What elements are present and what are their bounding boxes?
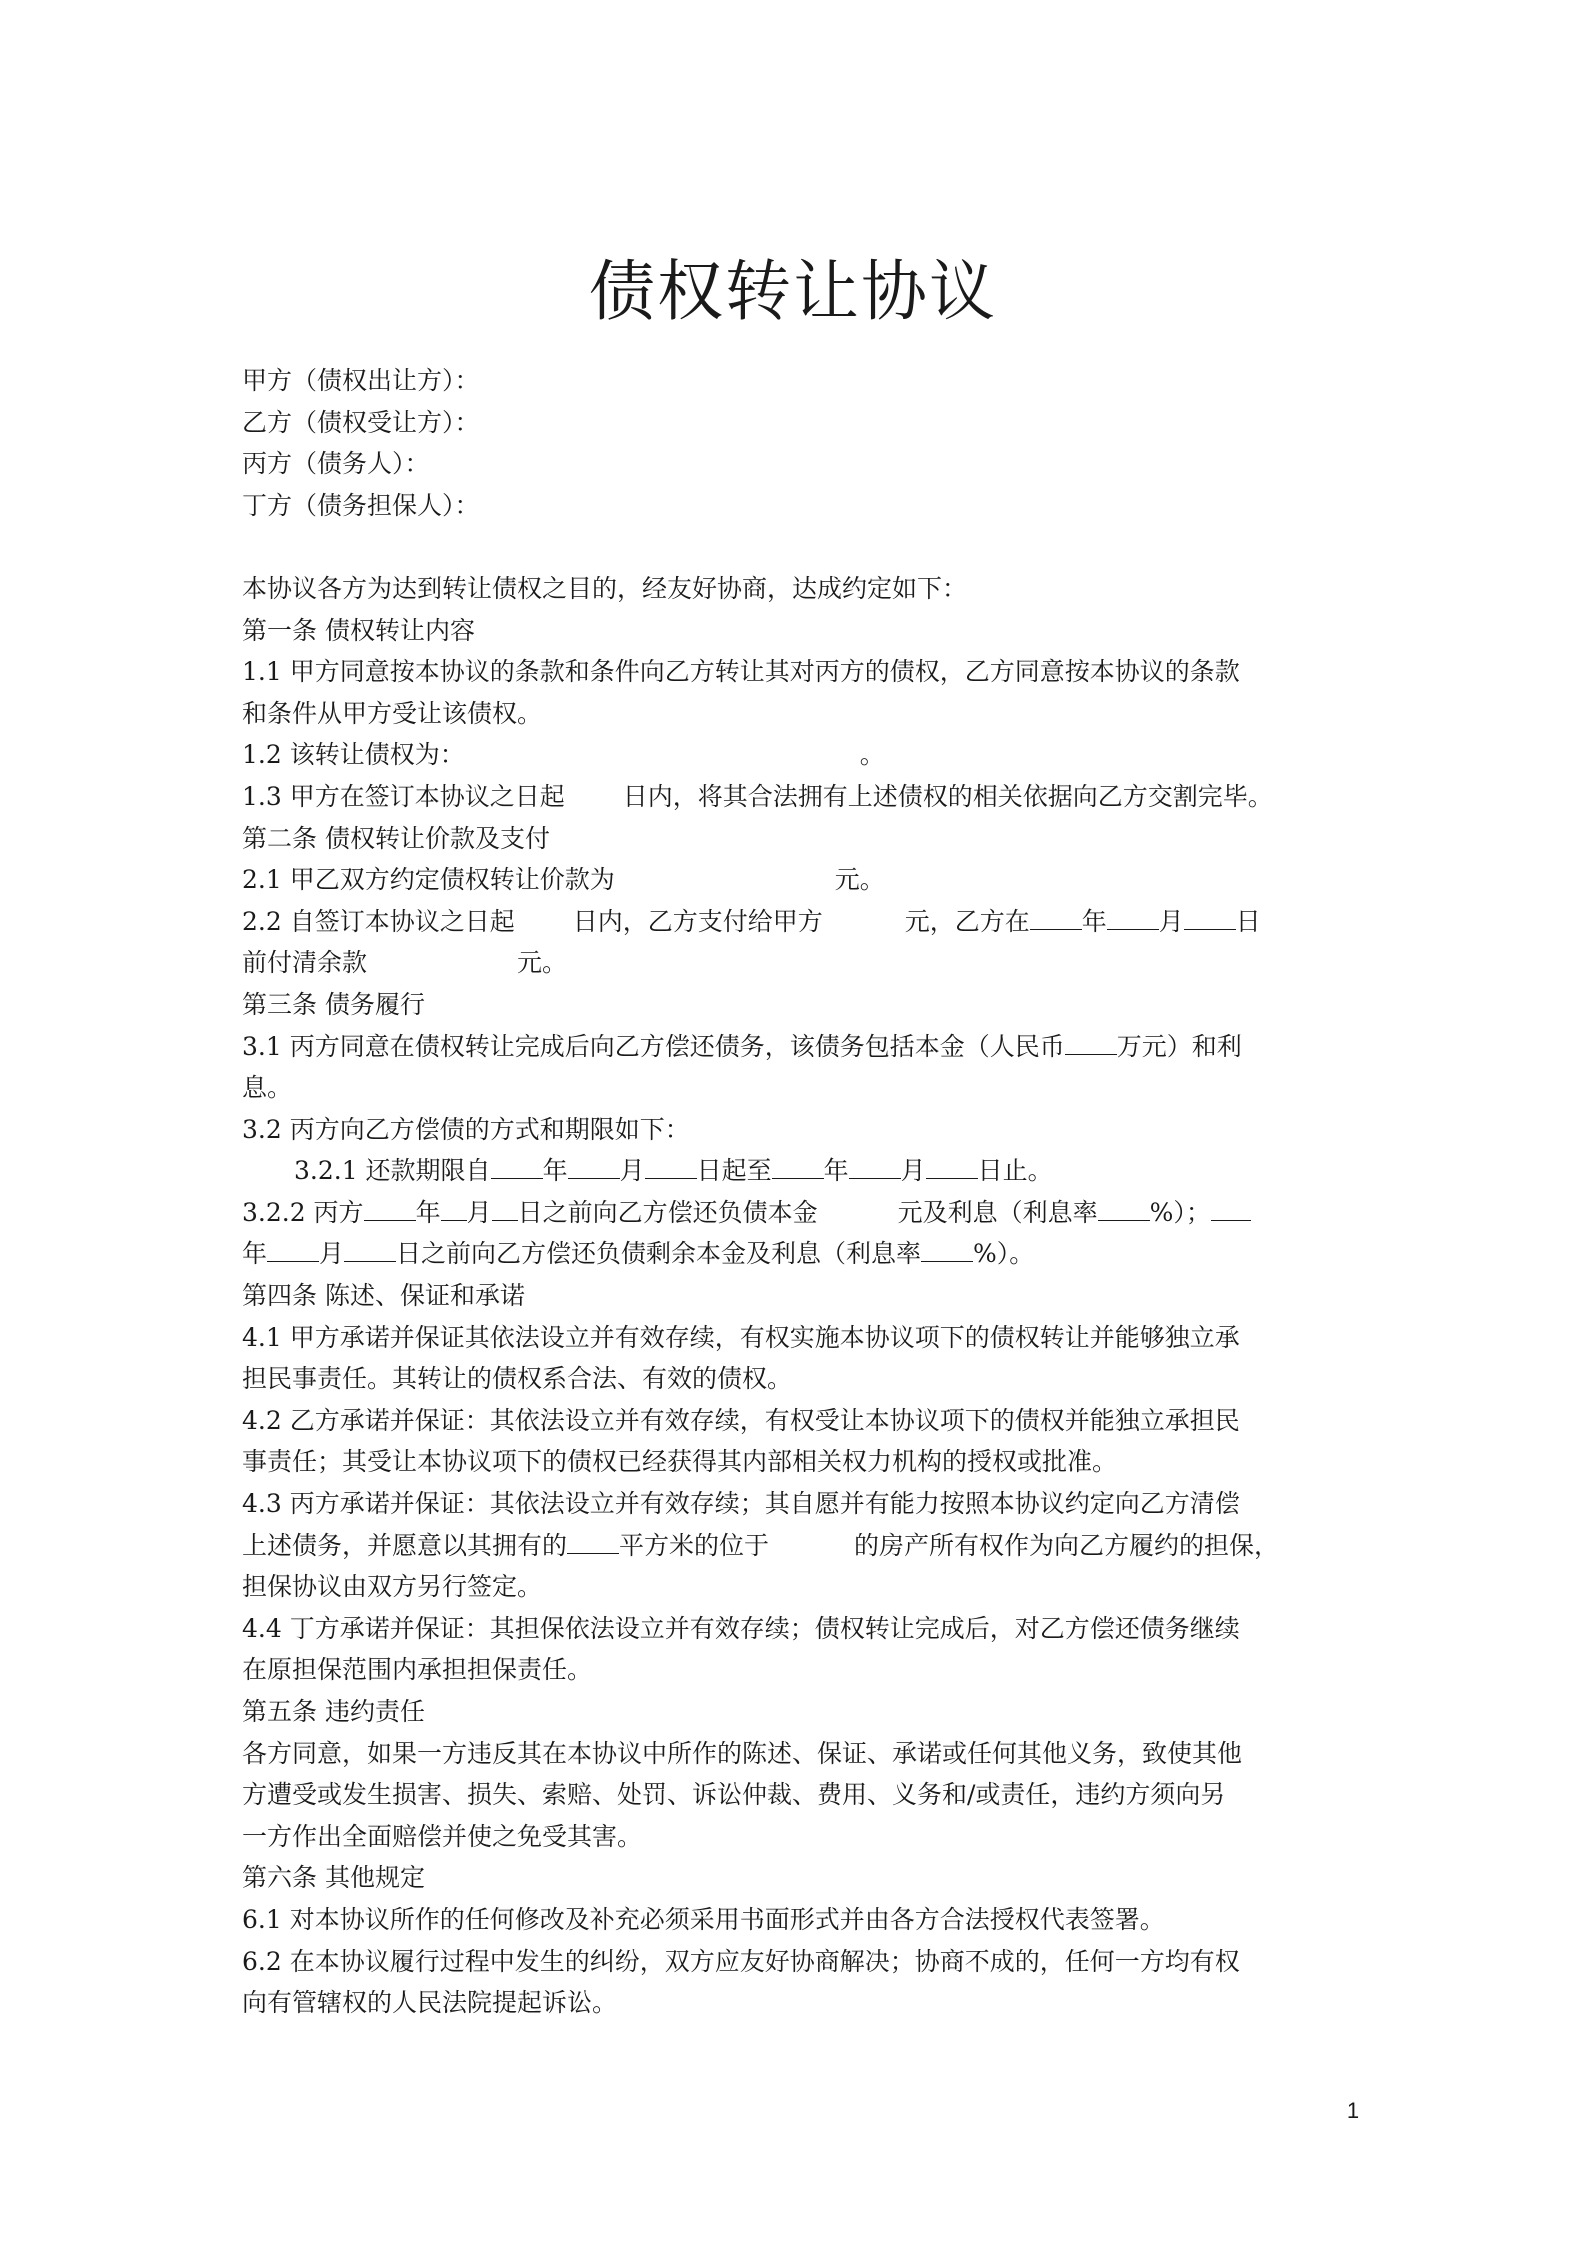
underline-blank [267,1239,319,1262]
clause-3-2-1 [242,1150,1382,1192]
underline-blank [772,1156,824,1179]
clause-6-1: 6.1 对本协议所作的任何修改及补充必须采用书面形式并由各方合法授权代表签署。 [242,1904,1165,1934]
clause-2-1-text-a: 2.1 甲乙双方约定债权转让价款为 [242,865,615,895]
clause-1-1-line-2: 和条件从甲方受让该债权。 [242,698,543,728]
party-d-line: 丁方（债务担保人）： [242,490,480,520]
clause-2-2-text-g: 前付清余款 [242,948,368,978]
clause-4-1-line-2: 担民事责任。其转让的债权系合法、有效的债权。 [242,1364,793,1394]
underline-blank [921,1239,973,1262]
underline-blank [344,1239,396,1262]
clause-1-3-text-a: 1.3 甲方在签订本协议之日起 [242,781,565,811]
page-number: 1 [1346,2098,1360,2123]
clause-3-2-2-line-2 [242,1233,1382,1275]
underline-blank [1184,907,1236,930]
article-5-heading: 第五条 违约责任 [242,1697,425,1726]
party-a-line: 甲方（债权出让方）： [242,366,480,395]
underline-blank [568,1156,620,1179]
article-3-heading: 第三条 债务履行 [242,989,425,1019]
day-label: 日 [1235,906,1261,936]
clause-1-1-line-1: 1.1 甲方同意按本协议的条款和条件向乙方转让其对丙方的债权，乙方同意按本协议的条款 [242,657,1240,687]
year-label: 年 [823,1156,849,1186]
clause-4-3-text-c: 的房产所有权作为向乙方履约的担保， [854,1530,1280,1560]
underline-blank [1065,1032,1117,1055]
clause-6-2-line-2: 向有管辖权的人民法院提起诉讼。 [242,1988,618,2018]
clause-1-2-end: 。 [859,740,885,770]
underline-blank [567,1531,619,1554]
clause-3-2-2-line-1 [242,1192,1382,1234]
month-label: 月 [1158,906,1184,936]
clause-2-2-line-1 [242,901,1382,943]
year-label: 年 [242,1239,268,1269]
clause-2-2-text-b: 日内，乙方支付给甲方 [572,906,823,936]
clause-3-1-text-b: 万元）和利 [1116,1031,1242,1061]
underline-blank [441,1198,467,1221]
underline-blank [1211,1198,1251,1221]
spacer [242,526,1382,568]
article-4-heading: 第四条 陈述、保证和承诺 [242,1281,525,1311]
party-c-line: 丙方（债务人）： [242,449,430,479]
month-label: 月 [619,1156,645,1186]
clause-4-3-line-1: 4.3 丙方承诺并保证：其依法设立并有效存续；其自愿并有能力按照本协议约定向乙方清偿 [242,1489,1240,1519]
underline-blank [491,1156,543,1179]
year-label: 年 [1081,906,1107,936]
underline-blank [1030,907,1082,930]
underline-blank [645,1156,697,1179]
clause-1-2-text: 1.2 该转让债权为： [242,740,465,770]
underline-blank [849,1156,901,1179]
percent-label: %）。 [973,1239,1035,1269]
from-label: 日起至 [696,1156,772,1186]
clause-3-1-line-2: 息。 [242,1073,293,1103]
clause-1-2 [242,734,1382,776]
underline-blank [1098,1198,1150,1221]
clause-1-3 [242,776,1382,818]
month-label: 月 [466,1197,492,1227]
interest-text: 元及利息（利息率 [897,1197,1098,1227]
clause-1-3-text-b: 日内，将其合法拥有上述债权的相关依据向乙方交割完毕。 [622,781,1273,811]
article-2-heading: 第二条 债权转让价款及支付 [242,823,550,853]
clause-4-1-line-1: 4.1 甲方承诺并保证其依法设立并有效存续，有权实施本协议项下的债权转让并能够独立承 [242,1322,1240,1352]
until-label: 日止。 [977,1156,1053,1186]
clause-2-2-text-a: 2.2 自签订本协议之日起 [242,906,515,936]
clause-3-2: 3.2 丙方向乙方偿债的方式和期限如下： [242,1114,690,1144]
article-1-heading: 第一条 债权转让内容 [242,615,475,645]
year-label: 年 [415,1197,441,1227]
clause-4-3-line-2 [242,1525,1382,1567]
year-label: 年 [542,1156,568,1186]
clause-2-2-text-h: 元。 [517,948,568,978]
clause-4-2-line-2: 事责任；其受让本协议项下的债权已经获得其内部相关权力机构的授权或批准。 [242,1447,1118,1477]
party-b-line: 乙方（债权受让方）： [242,407,480,437]
remaining-text: 日之前向乙方偿还负债剩余本金及利息（利息率 [396,1239,922,1269]
clause-4-2-line-1: 4.2 乙方承诺并保证：其依法设立并有效存续，有权受让本协议项下的债权并能独立承担民 [242,1405,1240,1435]
article-5-line-2: 方遭受或发生损害、损失、索赔、处罚、诉讼仲裁、费用、义务和/或责任，违约方须向另 [242,1780,1226,1810]
clause-4-4-line-2: 在原担保范围内承担担保责任。 [242,1655,593,1685]
clause-4-3-text-a: 上述债务，并愿意以其拥有的 [242,1530,568,1560]
clause-2-2-text-c: 元，乙方在 [904,906,1030,936]
document-body [242,360,1382,2024]
underline-blank [926,1156,978,1179]
month-label: 月 [319,1239,345,1269]
article-5-line-3: 一方作出全面赔偿并使之免受其害。 [242,1821,643,1851]
clause-2-1-text-b: 元。 [834,865,885,895]
clause-3-2-1-text: 3.2.1 还款期限自 [294,1156,491,1186]
month-label: 月 [900,1156,926,1186]
clause-3-2-2-text: 3.2.2 丙方 [242,1197,364,1227]
clause-3-1-text-a: 3.1 丙方同意在债权转让完成后向乙方偿还债务，该债务包括本金（人民币 [242,1031,1065,1061]
clause-4-4-line-1: 4.4 丁方承诺并保证：其担保依法设立并有效存续；债权转让完成后，对乙方偿还债务继续 [242,1613,1240,1643]
clause-4-3-text-b: 平方米的位于 [619,1530,770,1560]
document-title: 债权转让协议 [589,253,997,331]
underline-blank [1107,907,1159,930]
article-6-heading: 第六条 其他规定 [242,1863,425,1893]
underline-blank [364,1198,416,1221]
clause-4-3-line-3: 担保协议由双方另行签定。 [242,1572,543,1602]
clause-2-2-line-2 [242,942,1382,984]
percent-label: %）； [1149,1197,1211,1227]
intro-text: 本协议各方为达到转让债权之目的，经友好协商，达成约定如下： [242,573,968,603]
clause-6-2-line-1: 6.2 在本协议履行过程中发生的纠纷，双方应友好协商解决；协商不成的，任何一方均有权 [242,1946,1240,1976]
underline-blank [492,1198,518,1221]
clause-3-1-line-1 [242,1026,1382,1068]
article-5-line-1: 各方同意，如果一方违反其在本协议中所作的陈述、保证、承诺或任何其他义务，致使其他 [242,1738,1243,1768]
clause-2-1 [242,859,1382,901]
principal-text: 日之前向乙方偿还负债本金 [517,1197,818,1227]
